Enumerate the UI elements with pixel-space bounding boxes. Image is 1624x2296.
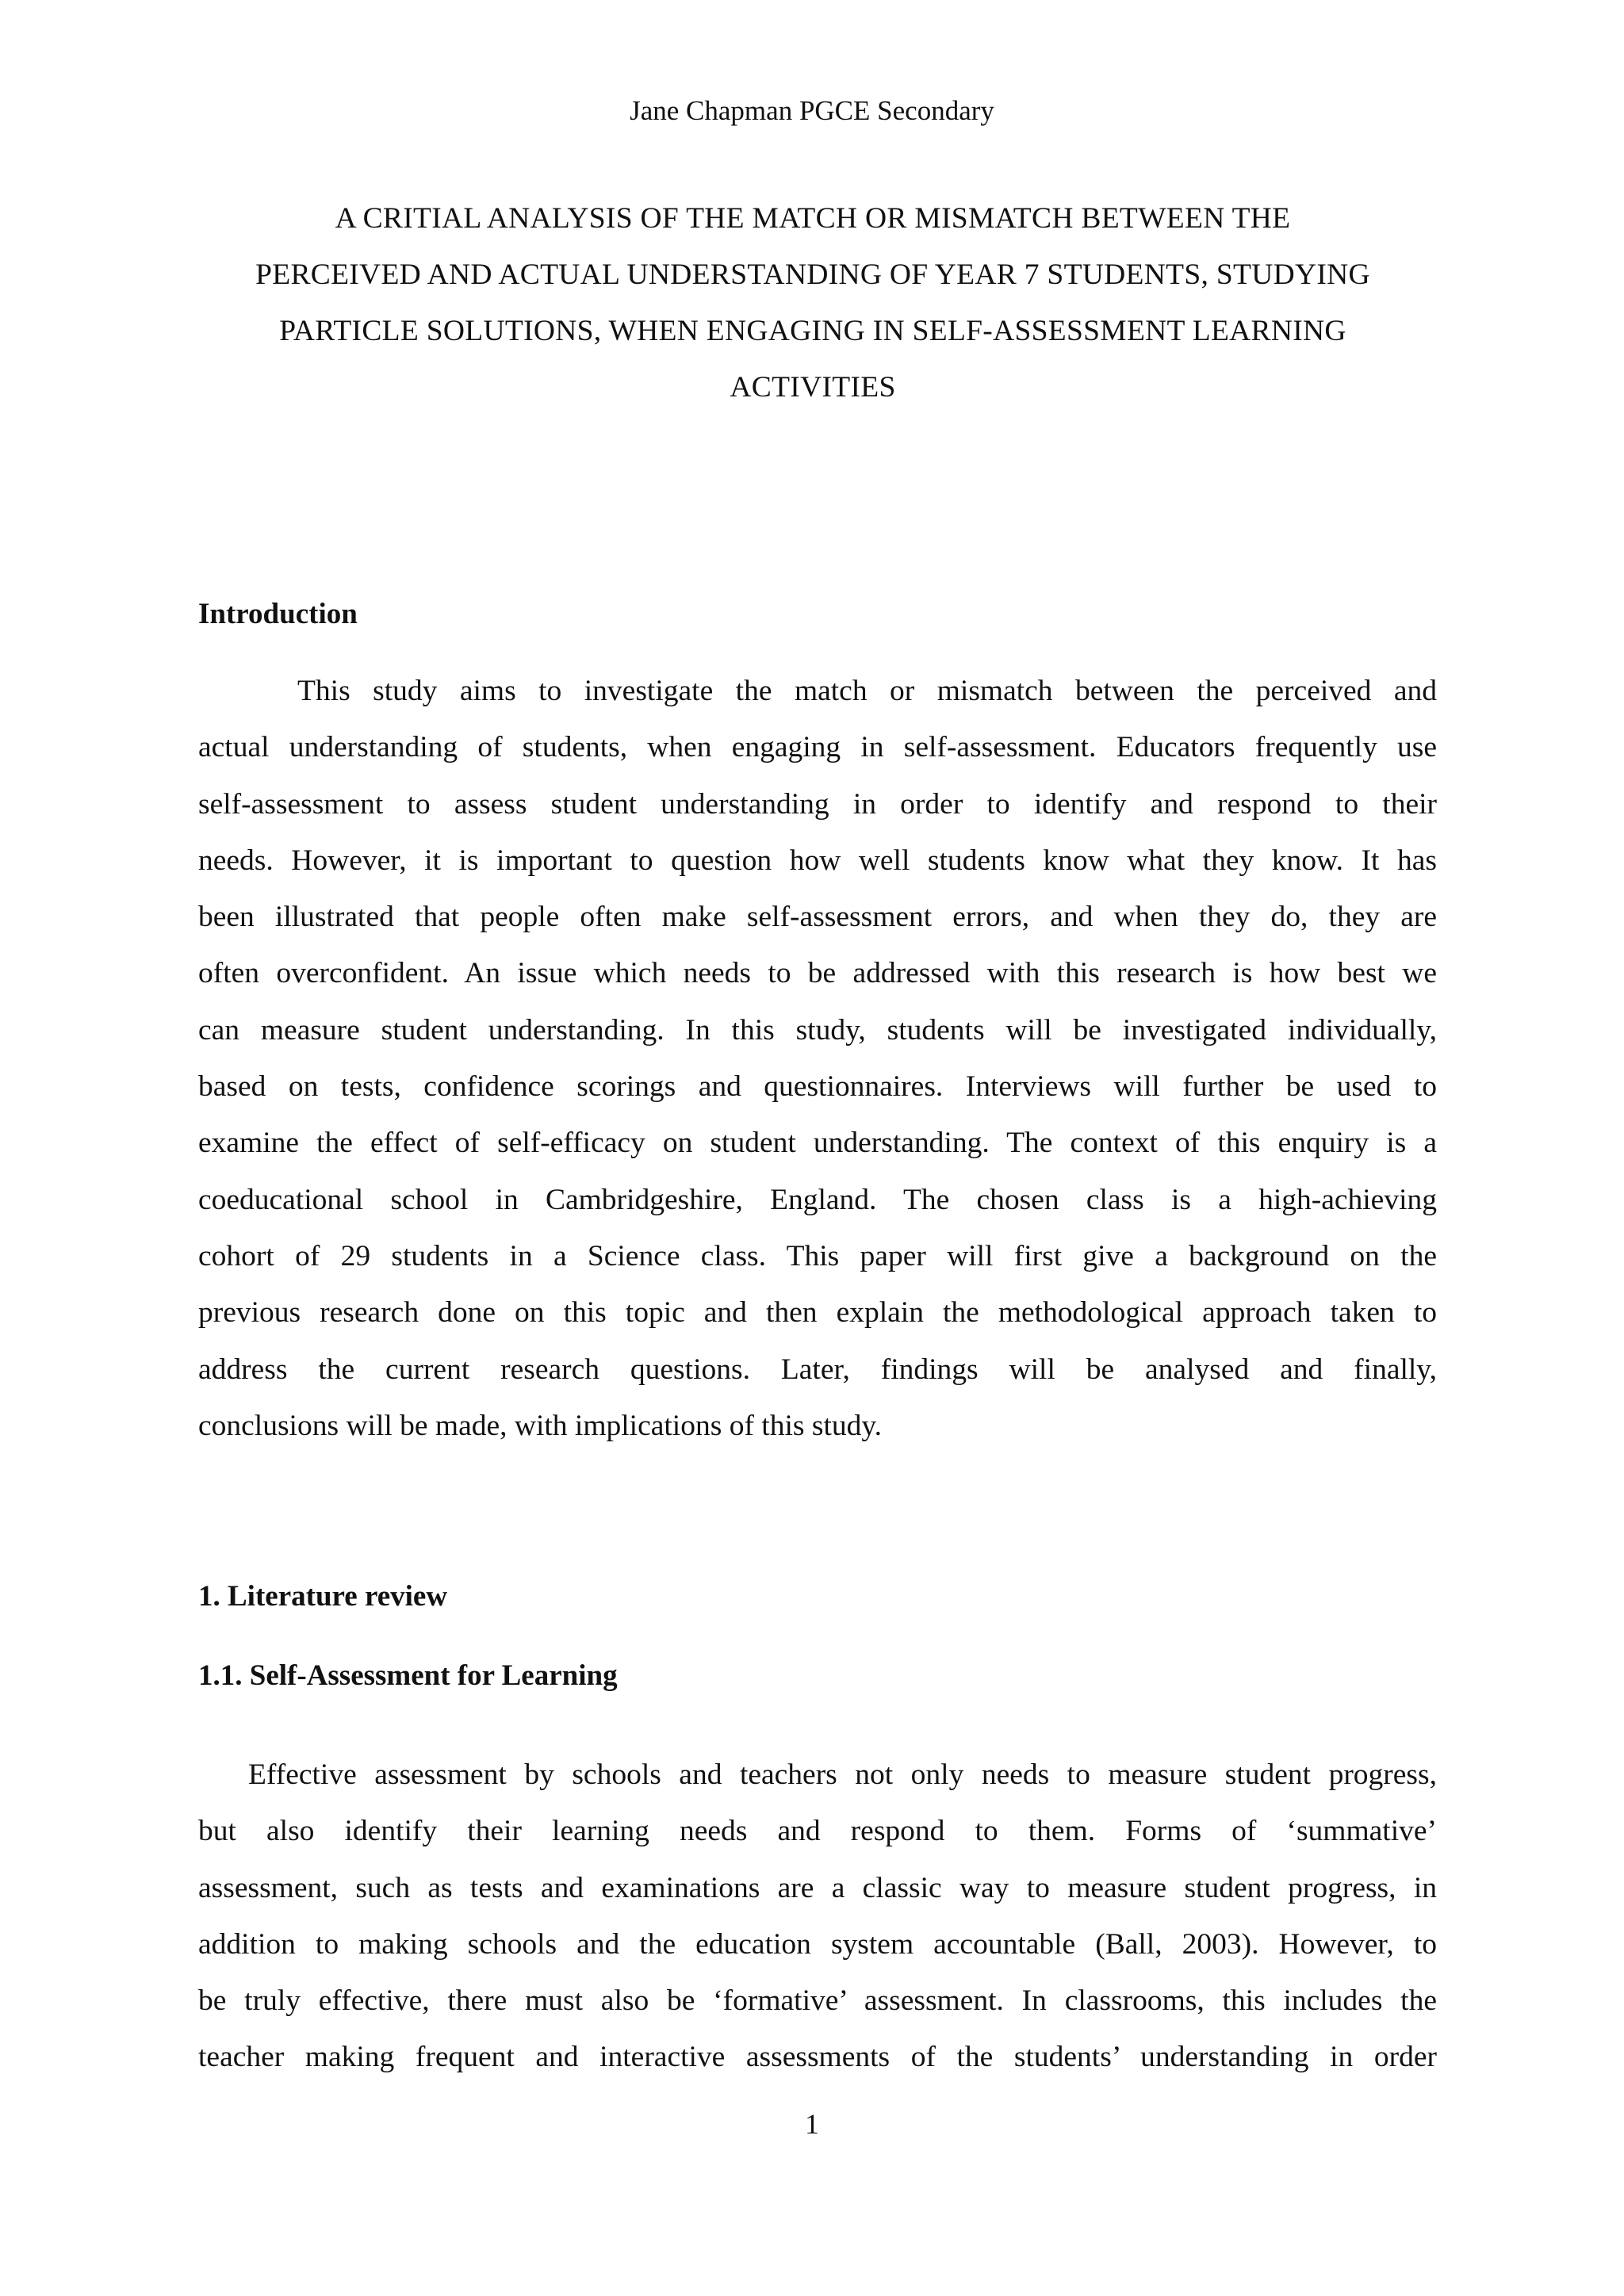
paragraph-line: needs. However, it is important to question how well students know what they know. It has [198, 844, 1437, 877]
paragraph-line: cohort of 29 students in a Science class. This paper will first give a background on the [198, 1239, 1437, 1272]
paragraph-line: examine the effect of self-efficacy on student understanding. The context of this enquiry is a [198, 1127, 1437, 1160]
paragraph-line: actual understanding of students, when engaging in self-assessment. Educators frequently use [198, 731, 1437, 764]
paragraph-line: teacher making frequent and interactive assessments of the students’ understanding in order [198, 2041, 1437, 2074]
paragraph-line: been illustrated that people often make self-assessment errors, and when they do, they are [198, 901, 1437, 934]
title-line: A CRITIAL ANALYSIS OF THE MATCH OR MISMATCH BETWEEN THE [335, 202, 1291, 235]
title-line: PARTICLE SOLUTIONS, WHEN ENGAGING IN SELF-ASSESSMENT LEARNING [279, 315, 1346, 347]
paragraph-line: often overconfident. An issue which needs to be addressed with this research is how best we [198, 957, 1437, 990]
paper-title [198, 190, 1427, 415]
paragraph-line: assessment, such as tests and examinations are a classic way to measure student progress, in [198, 1871, 1437, 1904]
paragraph-line: be truly effective, there must also be ‘formative’ assessment. In classrooms, this includes the [198, 1984, 1437, 2018]
paragraph-line: can measure student understanding. In this study, students will be investigated individually, [198, 1013, 1437, 1047]
literature-review-heading: 1. Literature review [198, 1580, 448, 1613]
paragraph-line: addition to making schools and the education system accountable (Ball, 2003). However, to [198, 1927, 1437, 1961]
paragraph-line: based on tests, confidence scorings and questionnaires. Interviews will further be used to [198, 1070, 1437, 1104]
paragraph-line: address the current research questions. Later, findings will be analysed and finally, [198, 1353, 1437, 1386]
page-number: 1 [805, 2108, 819, 2140]
paragraph-line: This study aims to investigate the match or mismatch between the perceived and [297, 675, 1437, 707]
title-line: ACTIVITIES [730, 371, 896, 404]
running-header: Jane Chapman PGCE Secondary [630, 95, 994, 126]
paragraph-line: self-assessment to assess student understanding in order to identify and respond to their [198, 787, 1437, 821]
self-assessment-heading: 1.1. Self-Assessment for Learning [198, 1659, 618, 1692]
introduction-heading: Introduction [198, 598, 358, 630]
introduction-paragraph [198, 663, 1437, 1454]
title-line: PERCEIVED AND ACTUAL UNDERSTANDING OF YEAR 7 STUDENTS, STUDYING [255, 258, 1370, 291]
paragraph-line: Effective assessment by schools and teachers not only needs to measure student progress, [248, 1758, 1437, 1791]
paragraph-line: previous research done on this topic and then explain the methodological approach taken to [198, 1296, 1437, 1330]
paragraph-line: coeducational school in Cambridgeshire, England. The chosen class is a high-achieving [198, 1183, 1437, 1216]
self-assessment-paragraph [198, 1747, 1437, 2086]
paragraph-line: but also identify their learning needs and respond to them. Forms of ‘summative’ [198, 1815, 1437, 1848]
paragraph-line: conclusions will be made, with implications of this study. [198, 1409, 883, 1442]
